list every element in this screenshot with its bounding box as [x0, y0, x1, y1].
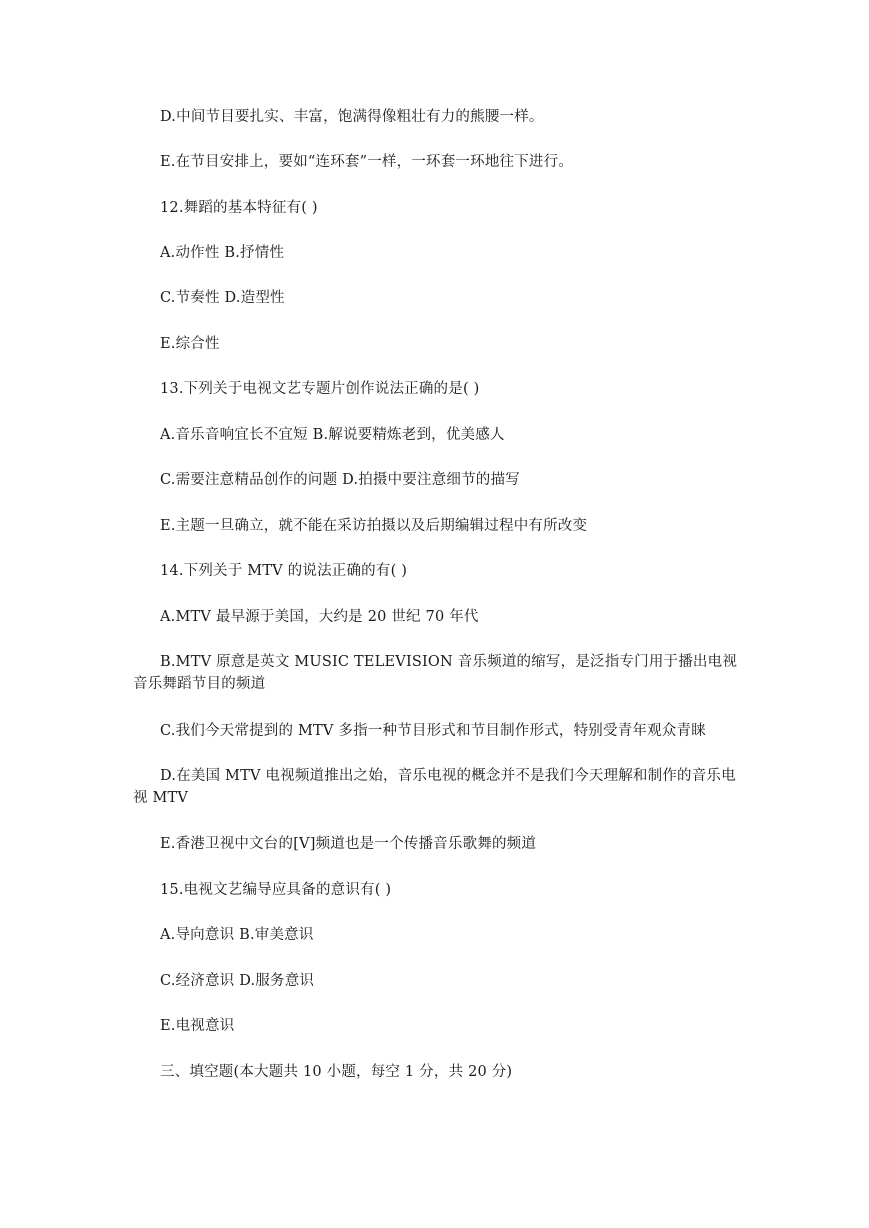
- question-12: 12.舞蹈的基本特征有( ): [160, 200, 318, 216]
- option-14-a: A.MTV 最早源于美国，大约是 20 世纪 70 年代: [160, 609, 479, 625]
- option-14-c: C.我们今天常提到的 MTV 多指一种节目形式和节目制作形式，特别受青年观众青睐: [160, 723, 706, 739]
- question-13: 13.下列关于电视文艺专题片创作说法正确的是( ): [160, 381, 480, 397]
- option-14-d: D.在美国 MTV 电视频道推出之始，音乐电视的概念并不是我们今天理解和制作的音乐电视 MTV: [133, 768, 736, 806]
- question-15: 15.电视文艺编导应具备的意识有( ): [160, 882, 392, 898]
- options-15-ab: A.导向意识 B.审美意识: [160, 927, 314, 943]
- options-15-cd: C.经济意识 D.服务意识: [160, 973, 315, 989]
- options-13-ab: A.音乐音响宜长不宜短 B.解说要精炼老到，优美感人: [160, 427, 505, 443]
- options-12-cd: C.节奏性 D.造型性: [160, 290, 285, 306]
- option-15-e: E.电视意识: [160, 1018, 235, 1034]
- section-heading-fill-in: 三、填空题(本大题共 10 小题，每空 1 分，共 20 分): [160, 1064, 513, 1080]
- option-11-e: E.在节目安排上，要如“连环套”一样，一环套一环地往下进行。: [160, 154, 574, 170]
- option-14-e: E.香港卫视中文台的[V]频道也是一个传播音乐歌舞的频道: [160, 836, 537, 852]
- option-13-e: E.主题一旦确立，就不能在采访拍摄以及后期编辑过程中有所改变: [160, 518, 588, 534]
- option-11-d: D.中间节目要扎实、丰富，饱满得像粗壮有力的熊腰一样。: [160, 109, 544, 125]
- options-12-ab: A.动作性 B.抒情性: [160, 245, 285, 261]
- option-14-b: B.MTV 原意是英文 MUSIC TELEVISION 音乐频道的缩写，是泛指专门用于播出电视音乐舞蹈节目的频道: [133, 654, 738, 692]
- option-12-e: E.综合性: [160, 336, 220, 352]
- question-14: 14.下列关于 MTV 的说法正确的有( ): [160, 563, 408, 579]
- options-13-cd: C.需要注意精品创作的问题 D.拍摄中要注意细节的描写: [160, 472, 520, 488]
